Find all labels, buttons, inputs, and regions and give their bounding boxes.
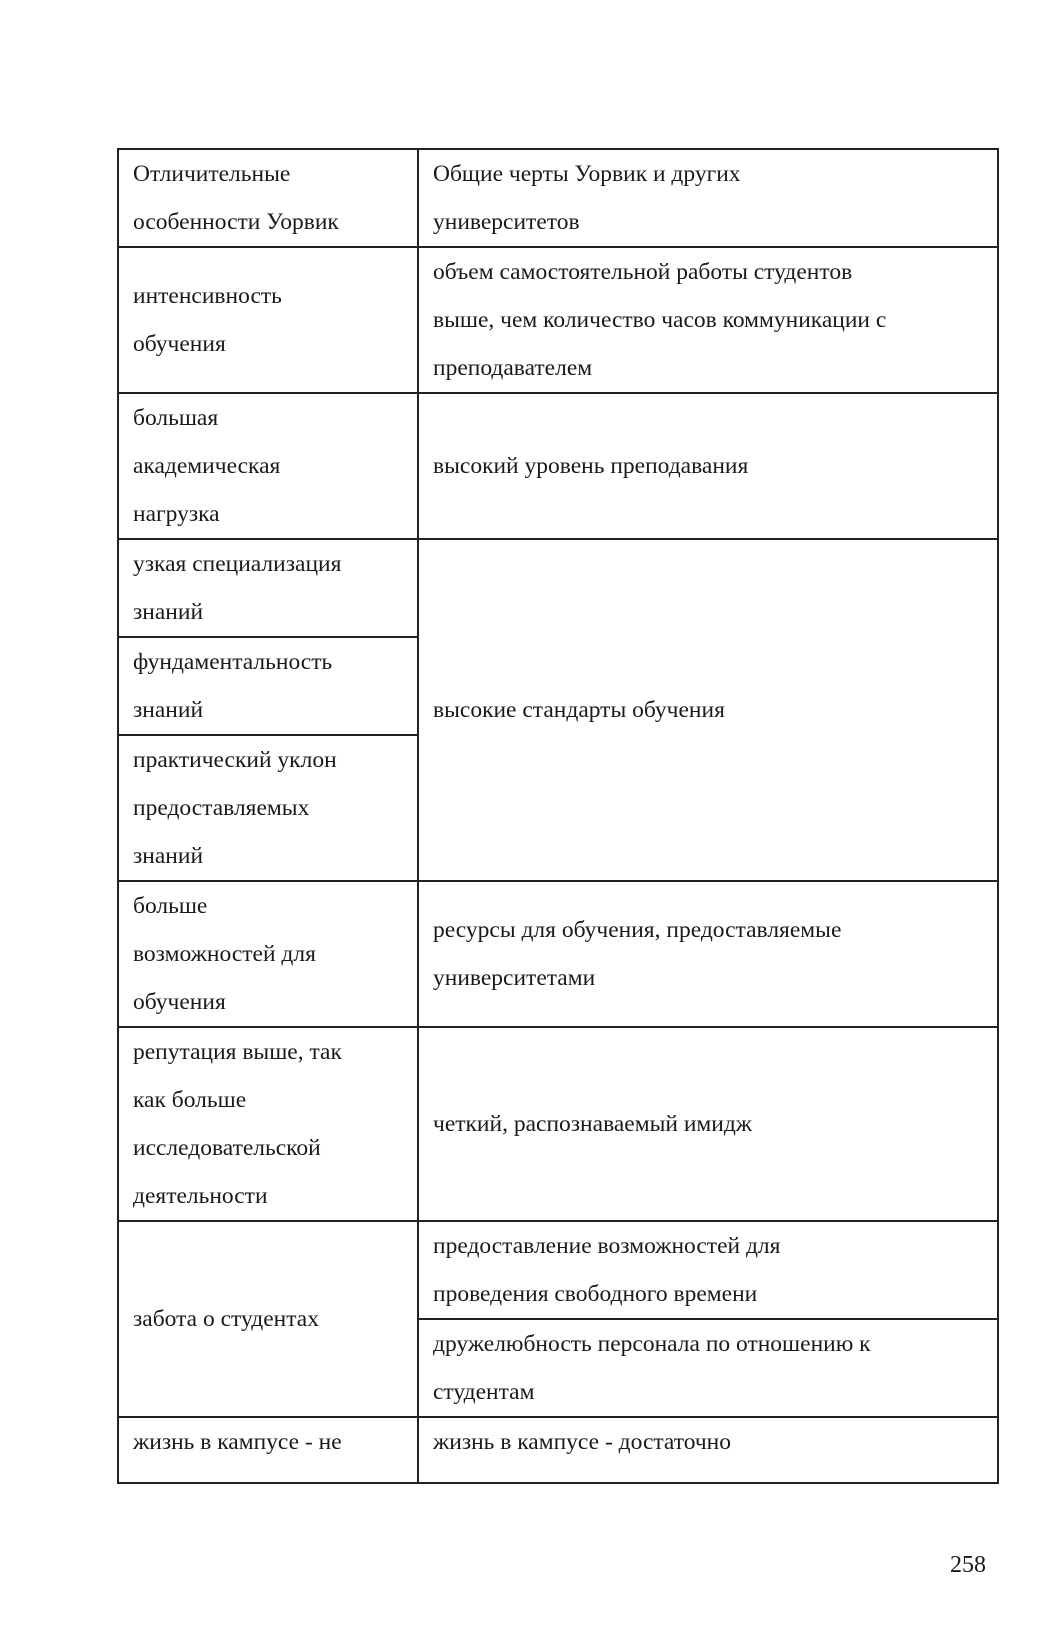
table-row — [118, 539, 998, 637]
cell-text: высокий уровень преподавания — [433, 453, 749, 479]
table-cell-left — [118, 1027, 418, 1221]
table-row — [118, 1221, 998, 1319]
table-cell-left — [118, 637, 418, 735]
table-row — [118, 881, 998, 1027]
cell-text: четкий, распознаваемый имидж — [433, 1111, 753, 1137]
header-left-cell — [118, 149, 418, 247]
table-row — [118, 1027, 998, 1221]
table-cell-right — [418, 1417, 998, 1483]
cell-text: забота о студентах — [133, 1306, 319, 1332]
cell-text: репутация выше, так как больше исследовательской деятельности — [133, 1039, 342, 1209]
cell-text: практический уклон предоставляемых знаний — [133, 747, 337, 869]
cell-text: объем самостоятельной работы студентов выше, чем количество часов коммуникации с преподавателем — [433, 259, 887, 381]
table-cell-right — [418, 1027, 998, 1221]
comparison-table — [117, 148, 999, 1484]
table-cell-left — [118, 393, 418, 539]
table-row — [118, 247, 998, 393]
cell-text: дружелюбность персонала по отношению к студентам — [433, 1331, 871, 1405]
table-cell-left — [118, 1221, 418, 1417]
cell-text: узкая специализация знаний — [133, 551, 342, 625]
table-cell-right — [418, 247, 998, 393]
cell-text: жизнь в кампусе - не — [133, 1429, 342, 1455]
table-cell-left — [118, 247, 418, 393]
table-cell-left — [118, 735, 418, 881]
cell-text: предоставление возможностей для проведения свободного времени — [433, 1233, 781, 1307]
table-cell-left — [118, 1417, 418, 1483]
table-header-row — [118, 149, 998, 247]
table-cell-left — [118, 881, 418, 1027]
cell-text: фундаментальность знаний — [133, 649, 333, 723]
cell-text: большая академическая нагрузка — [133, 405, 281, 527]
table-cell-right — [418, 393, 998, 539]
table-cell-right — [418, 881, 998, 1027]
header-right-cell — [418, 149, 998, 247]
header-right-text: Общие черты Уорвик и других университетов — [433, 161, 741, 235]
cell-text: высокие стандарты обучения — [433, 697, 725, 723]
cell-text: интенсивность обучения — [133, 283, 282, 357]
header-left-text: Отличительные особенности Уорвик — [133, 161, 339, 235]
table-cell-left — [118, 539, 418, 637]
cell-text: ресурсы для обучения, предоставляемые университетами — [433, 917, 842, 991]
page-number: 258 — [950, 1552, 986, 1578]
table-row — [118, 1417, 998, 1483]
table-row — [118, 393, 998, 539]
cell-text: больше возможностей для обучения — [133, 893, 316, 1015]
table-cell-right — [418, 1319, 998, 1417]
table-cell-right — [418, 539, 998, 881]
cell-text: жизнь в кампусе - достаточно — [433, 1429, 731, 1455]
table-cell-right — [418, 1221, 998, 1319]
